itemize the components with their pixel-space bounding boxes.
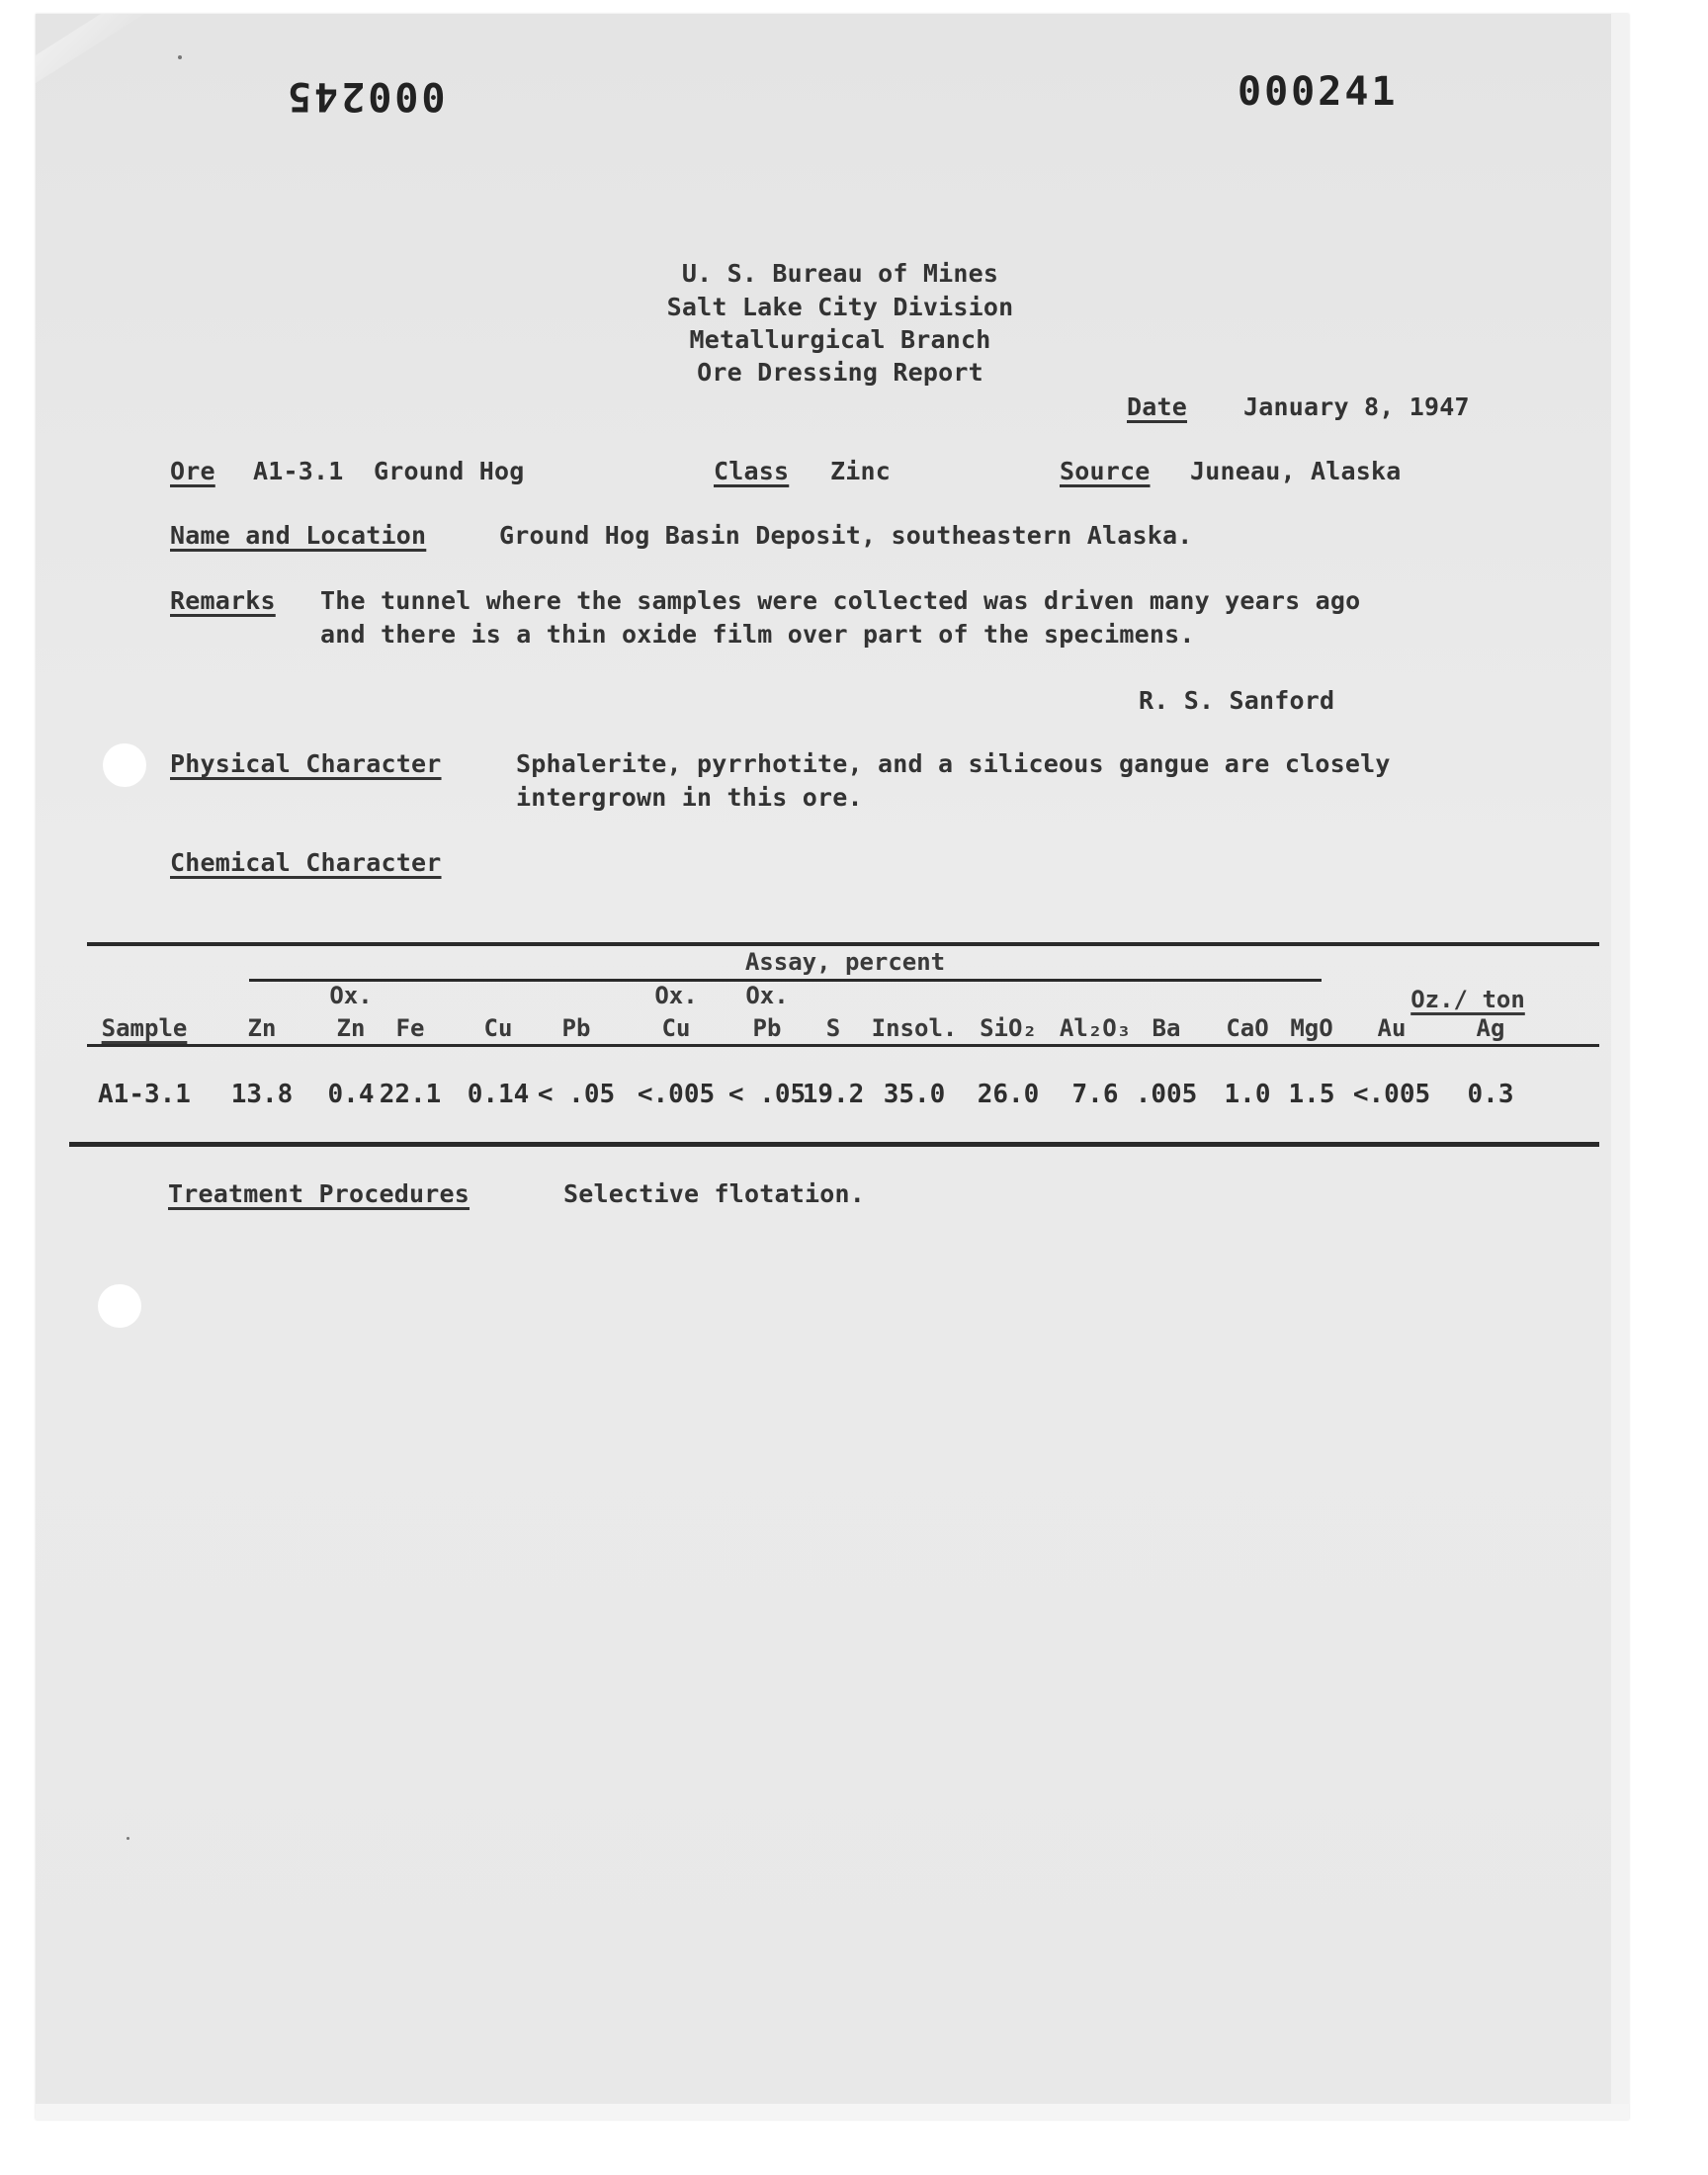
column-header: SiO₂ [980, 1014, 1037, 1042]
ore-value: A1-3.1 Ground Hog [253, 457, 525, 485]
column-header: Al₂O₃ [1059, 1014, 1132, 1042]
table-header-rule [87, 1044, 1599, 1047]
stamp-number-inverted: 000245 [285, 73, 446, 119]
column-header: MgO [1290, 1014, 1333, 1042]
physical-character-line-1: Sphalerite, pyrrhotite, and a siliceous gangue are closely [516, 749, 1391, 778]
table-bottom-rule [69, 1142, 1599, 1147]
column-header-top: Ox. [745, 982, 789, 1009]
table-cell: 35.0 [883, 1080, 946, 1109]
stamp-number: 000241 [1238, 69, 1399, 115]
column-header-top: Ox. [654, 982, 698, 1009]
table-cell: 0.3 [1467, 1080, 1514, 1109]
punch-hole-bottom [98, 1284, 141, 1328]
column-header: Ag [1476, 1014, 1505, 1042]
table-cell: 22.1 [379, 1080, 442, 1109]
remarks-signature: R. S. Sanford [1139, 686, 1335, 715]
column-header: Pb [752, 1014, 782, 1042]
date-value: January 8, 1947 [1243, 392, 1470, 421]
name-location-value: Ground Hog Basin Deposit, southeastern Alaska. [499, 521, 1193, 550]
chemical-character-label: Chemical Character [170, 848, 442, 877]
ore-label: Ore [170, 457, 215, 485]
page-edge-bottom [36, 2104, 1629, 2120]
class-label: Class [714, 457, 790, 485]
table-cell: 26.0 [977, 1080, 1040, 1109]
treatment-procedures-value: Selective flotation. [563, 1179, 866, 1208]
column-header: CaO [1226, 1014, 1269, 1042]
column-header: Ba [1152, 1014, 1181, 1042]
table-top-rule [87, 942, 1599, 946]
table-cell: .005 [1135, 1080, 1198, 1109]
table-cell: 1.5 [1288, 1080, 1335, 1109]
column-header: Cu [661, 1014, 691, 1042]
name-location-label: Name and Location [170, 521, 427, 550]
physical-character-line-2: intergrown in this ore. [516, 783, 863, 812]
table-cell: < .05 [537, 1080, 616, 1109]
table-cell: A1-3.1 [98, 1080, 191, 1109]
table-cell: 1.0 [1224, 1080, 1271, 1109]
source-value: Juneau, Alaska [1190, 457, 1402, 485]
table-cell: 13.8 [230, 1080, 294, 1109]
table-cell: <.005 [637, 1080, 716, 1109]
table-cell: < .05 [727, 1080, 807, 1109]
column-header-top: Ox. [329, 982, 373, 1009]
punch-hole-top [103, 743, 146, 787]
column-header: Insol. [871, 1014, 958, 1042]
speck [127, 1837, 129, 1840]
column-header: Zn [336, 1014, 366, 1042]
remarks-line-1: The tunnel where the samples were collected was driven many years ago [320, 586, 1361, 615]
table-cell: 19.2 [802, 1080, 865, 1109]
speck [178, 55, 182, 59]
table-cell: 0.14 [467, 1080, 530, 1109]
class-value: Zinc [830, 457, 892, 485]
date-label: Date [1127, 392, 1188, 421]
column-header: Au [1377, 1014, 1407, 1042]
header-report-title: Ore Dressing Report [697, 358, 983, 387]
remarks-label: Remarks [170, 586, 276, 615]
table-cell: <.005 [1352, 1080, 1431, 1109]
table-cell: 7.6 [1071, 1080, 1119, 1109]
physical-character-label: Physical Character [170, 749, 442, 778]
column-header: S [825, 1014, 841, 1042]
column-header: Sample [101, 1014, 188, 1042]
assay-group-header: Assay, percent [744, 948, 946, 976]
column-header: Zn [247, 1014, 277, 1042]
oz-ton-header: Oz./ ton [1410, 986, 1525, 1013]
header-division: Salt Lake City Division [666, 293, 1014, 321]
column-header: Fe [395, 1014, 425, 1042]
column-header: Cu [483, 1014, 513, 1042]
page-edge-right [1611, 14, 1629, 2120]
treatment-procedures-label: Treatment Procedures [168, 1179, 470, 1208]
source-label: Source [1060, 457, 1151, 485]
table-cell: 0.4 [327, 1080, 375, 1109]
header-branch: Metallurgical Branch [689, 325, 991, 354]
column-header: Pb [561, 1014, 591, 1042]
remarks-line-2: and there is a thin oxide film over part of the specimens. [320, 620, 1195, 649]
header-agency: U. S. Bureau of Mines [681, 259, 999, 288]
